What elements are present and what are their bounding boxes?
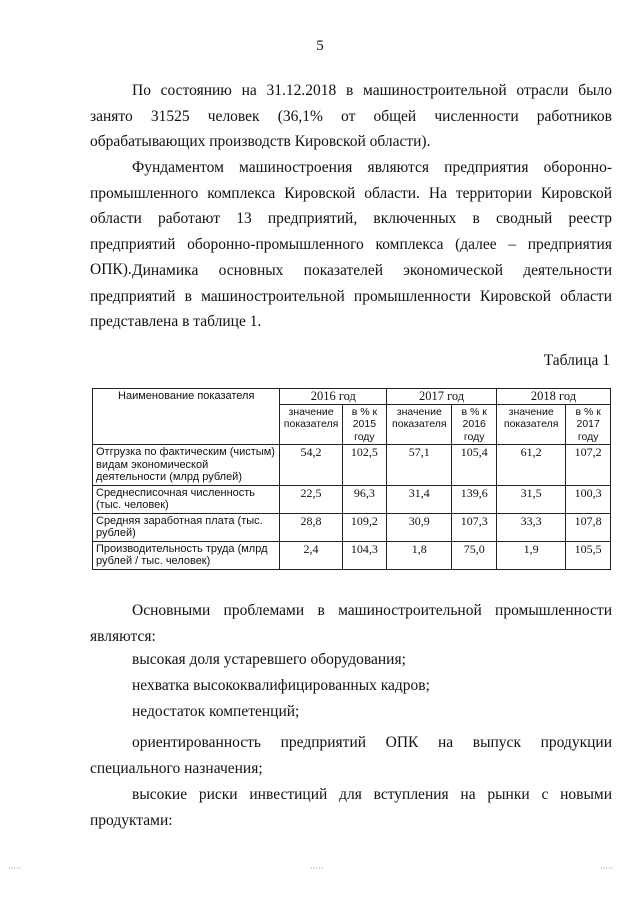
table-caption: Таблица 1 [543, 352, 610, 369]
problem-item-opk [90, 730, 612, 781]
paragraph-defense-industry-text: Фундаментом машиностроения являются предприятия оборонно-промышленного комплекса Кировской области. На территории Кировской области работают 13 предприятий, включенных в сводный реестр предприятий оборонно-промышленного комплекса (далее – предприятия ОПК). [90, 159, 612, 278]
subheader-value: значение показателя [280, 404, 342, 445]
paragraph-employment [90, 78, 612, 155]
scan-artifact: ····· [600, 864, 614, 873]
cell-value: 105,5 [566, 541, 611, 569]
indicators-table [92, 388, 611, 570]
problem-item-risks-text: высокие риски инвестиций для вступления на рынки с новыми продуктами: [90, 786, 612, 829]
cell-value: 1,9 [496, 541, 565, 569]
cell-value: 75,0 [452, 541, 497, 569]
scan-artifact: ····· [8, 864, 22, 873]
cell-value: 100,3 [566, 485, 611, 513]
cell-value: 107,3 [452, 513, 497, 541]
cell-value: 31,4 [387, 485, 452, 513]
table-row [93, 541, 611, 569]
problem-item-risks [90, 782, 612, 833]
header-indicator-name: Наименование показателя [93, 389, 280, 445]
cell-value: 31,5 [496, 485, 565, 513]
subheader-pct: в % к 2016 году [452, 404, 497, 445]
cell-value: 33,3 [496, 513, 565, 541]
row-name: Средняя заработная плата (тыс. рублей) [93, 513, 280, 541]
cell-value: 1,8 [387, 541, 452, 569]
paragraph-problems-intro [90, 598, 612, 649]
page-number: 5 [316, 38, 324, 54]
cell-value: 30,9 [387, 513, 452, 541]
row-name: Среднесписочная численность (тыс. человек) [93, 485, 280, 513]
cell-value: 104,3 [342, 541, 387, 569]
header-year-2016: 2016 год [280, 389, 387, 405]
subheader-value: значение показателя [387, 404, 452, 445]
cell-value: 139,6 [452, 485, 497, 513]
paragraph-dynamics [90, 258, 612, 335]
table-header-row [93, 389, 611, 405]
table-row [93, 485, 611, 513]
header-year-2018: 2018 год [496, 389, 610, 405]
header-year-2017: 2017 год [387, 389, 497, 405]
cell-value: 96,3 [342, 485, 387, 513]
row-name: Отгрузка по фактическим (чистым) видам экономической деятельности (млрд рублей) [93, 445, 280, 486]
scan-artifact: ····· [310, 864, 324, 873]
cell-value: 28,8 [280, 513, 342, 541]
row-name: Производительность труда (млрд рублей / тыс. человек) [93, 541, 280, 569]
problem-item: высокая доля устаревшего оборудования; [132, 651, 406, 668]
cell-value: 102,5 [342, 445, 387, 486]
cell-value: 2,4 [280, 541, 342, 569]
cell-value: 109,2 [342, 513, 387, 541]
problem-item-opk-text: ориентированность предприятий ОПК на выпуск продукции специального назначения; [90, 734, 612, 777]
cell-value: 57,1 [387, 445, 452, 486]
cell-value: 22,5 [280, 485, 342, 513]
subheader-pct: в % к 2015 году [342, 404, 387, 445]
paragraph-problems-intro-text: Основными проблемами в машиностроительной промышленности являются: [90, 602, 612, 645]
subheader-value: значение показателя [496, 404, 565, 445]
paragraph-employment-text: По состоянию на 31.12.2018 в машиностроительной отрасли было занято 31525 человек (36,1% от общей численности работников обрабатывающих производств Кировской области). [90, 82, 612, 150]
table-row [93, 445, 611, 486]
problem-item: недостаток компетенций; [132, 703, 300, 720]
paragraph-dynamics-text: Динамика основных показателей экономической деятельности предприятий в машиностроительной промышленности Кировской области представлена в таблице 1. [90, 262, 612, 330]
cell-value: 61,2 [496, 445, 565, 486]
cell-value: 54,2 [280, 445, 342, 486]
problem-item: нехватка высококвалифицированных кадров; [132, 677, 430, 694]
table-row [93, 513, 611, 541]
cell-value: 107,2 [566, 445, 611, 486]
cell-value: 107,8 [566, 513, 611, 541]
cell-value: 105,4 [452, 445, 497, 486]
subheader-pct: в % к 2017 году [566, 404, 611, 445]
